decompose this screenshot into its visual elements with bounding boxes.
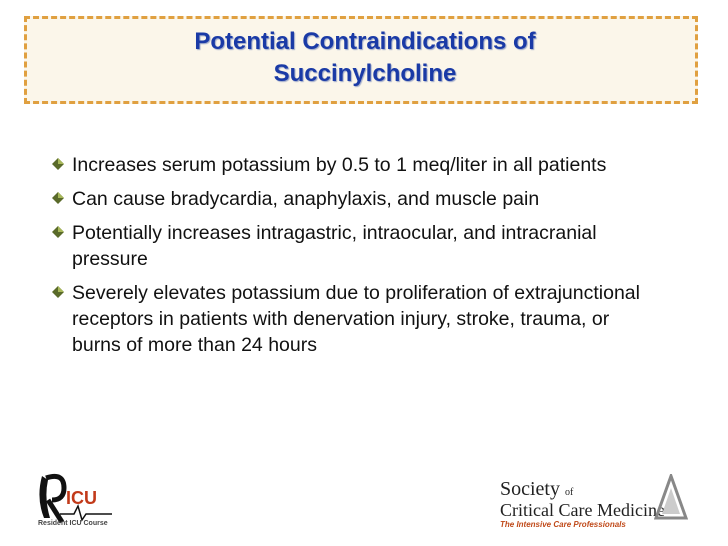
bullet-item <box>52 280 662 358</box>
bullet-item <box>52 152 662 178</box>
sccm-society-word: Society <box>500 478 560 500</box>
icu-course-label: Resident ICU Course <box>38 520 108 527</box>
bullet-text: Increases serum potassium by 0.5 to 1 meq/liter in all patients <box>72 154 607 176</box>
title-line-1: Potential Contraindications of <box>194 28 536 55</box>
icu-logo-text: ICU <box>66 488 97 508</box>
bullet-item <box>52 220 662 272</box>
bullet-text: Severely elevates potassium due to proliferation of extrajunctional receptors in patients with denervation injury, stroke, trauma, or burns of more than 24 hours <box>72 282 640 356</box>
sccm-of: of <box>565 487 574 498</box>
sccm-society <box>500 478 573 501</box>
bullet-item <box>52 186 662 212</box>
footer <box>0 460 728 546</box>
diamond-bullet-icon <box>52 226 64 238</box>
bullet-list <box>52 152 662 366</box>
bullet-text: Can cause bradycardia, anaphylaxis, and muscle pain <box>72 188 540 210</box>
diamond-bullet-icon <box>52 286 64 298</box>
sccm-logo-mark <box>654 474 688 520</box>
slide-title <box>120 26 610 90</box>
title-line-2: Succinylcholine <box>273 60 457 87</box>
sccm-name: Critical Care Medicine <box>500 500 665 520</box>
diamond-bullet-icon <box>52 192 64 204</box>
bullet-text: Potentially increases intragastric, intraocular, and intracranial pressure <box>72 222 597 270</box>
diamond-bullet-icon <box>52 158 64 170</box>
sccm-tagline: The Intensive Care Professionals <box>500 520 626 529</box>
